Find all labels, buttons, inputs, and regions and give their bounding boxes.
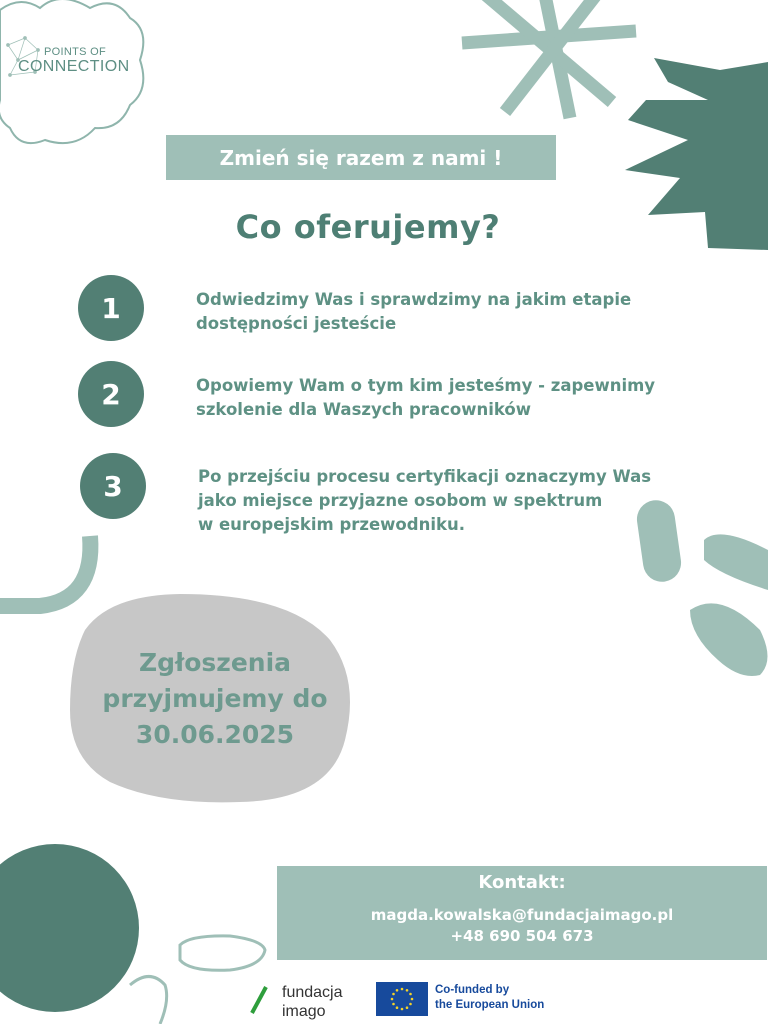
step-text-3 (198, 465, 738, 537)
step-1-line-2: dostępności jesteście (196, 314, 397, 333)
imago-slash-icon (248, 985, 270, 1015)
arc-decoration (0, 536, 90, 606)
step-number-3: 3 (80, 453, 146, 519)
step-3-line-1: Po przejściu procesu certyfikacji oznaczymy Was (198, 467, 652, 486)
imago-line-2: imago (282, 1003, 326, 1020)
deadline-date: 30.06.2025 (135, 720, 295, 749)
step-text-1 (196, 288, 716, 336)
eu-line-1: Co-funded by (435, 984, 510, 996)
page-title: Co oferujemy? (235, 208, 501, 246)
step-1-line-1: Odwiedzimy Was i sprawdzimy na jakim etapie (196, 290, 632, 309)
outline-decoration (180, 936, 265, 970)
eu-flag-icon (376, 982, 428, 1016)
imago-line-1: fundacja (282, 984, 343, 1001)
step-2-line-2: szkolenie dla Waszych pracowników (196, 400, 531, 419)
fundacja-imago-logo (282, 983, 343, 1021)
slogan-banner: Zmień się razem z nami ! (166, 135, 556, 180)
step-text-2 (196, 374, 756, 422)
deadline-text (80, 645, 350, 753)
contact-title: Kontakt: (478, 872, 566, 893)
logo-line-2: CONNECTION (18, 58, 130, 75)
points-of-connection-logo (0, 0, 150, 150)
contact-phone[interactable]: +48 690 504 673 (450, 927, 594, 945)
step-2-line-1: Opowiemy Wam o tym kim jesteśmy - zapewnimy (196, 376, 656, 395)
deadline-line-2: przyjmujemy do (102, 684, 328, 713)
eu-cofunded-text (435, 983, 544, 1013)
deadline-line-1: Zgłoszenia (138, 648, 292, 677)
starburst-decoration (462, 0, 636, 118)
step-3-line-2: jako miejsce przyjazne osobom w spektrum (198, 491, 603, 510)
eu-line-2: the European Union (435, 999, 545, 1011)
circle-decoration (0, 844, 139, 1012)
contact-email[interactable]: magda.kowalska@fundacjaimago.pl (370, 906, 674, 924)
step-number-1: 1 (78, 275, 144, 341)
step-number-2: 2 (78, 361, 144, 427)
logo-line-1: POINTS OF (44, 46, 106, 58)
outline-decoration (130, 977, 167, 1024)
step-3-line-3: w europejskim przewodniku. (198, 515, 465, 534)
eu-stars-icon (376, 982, 428, 1016)
